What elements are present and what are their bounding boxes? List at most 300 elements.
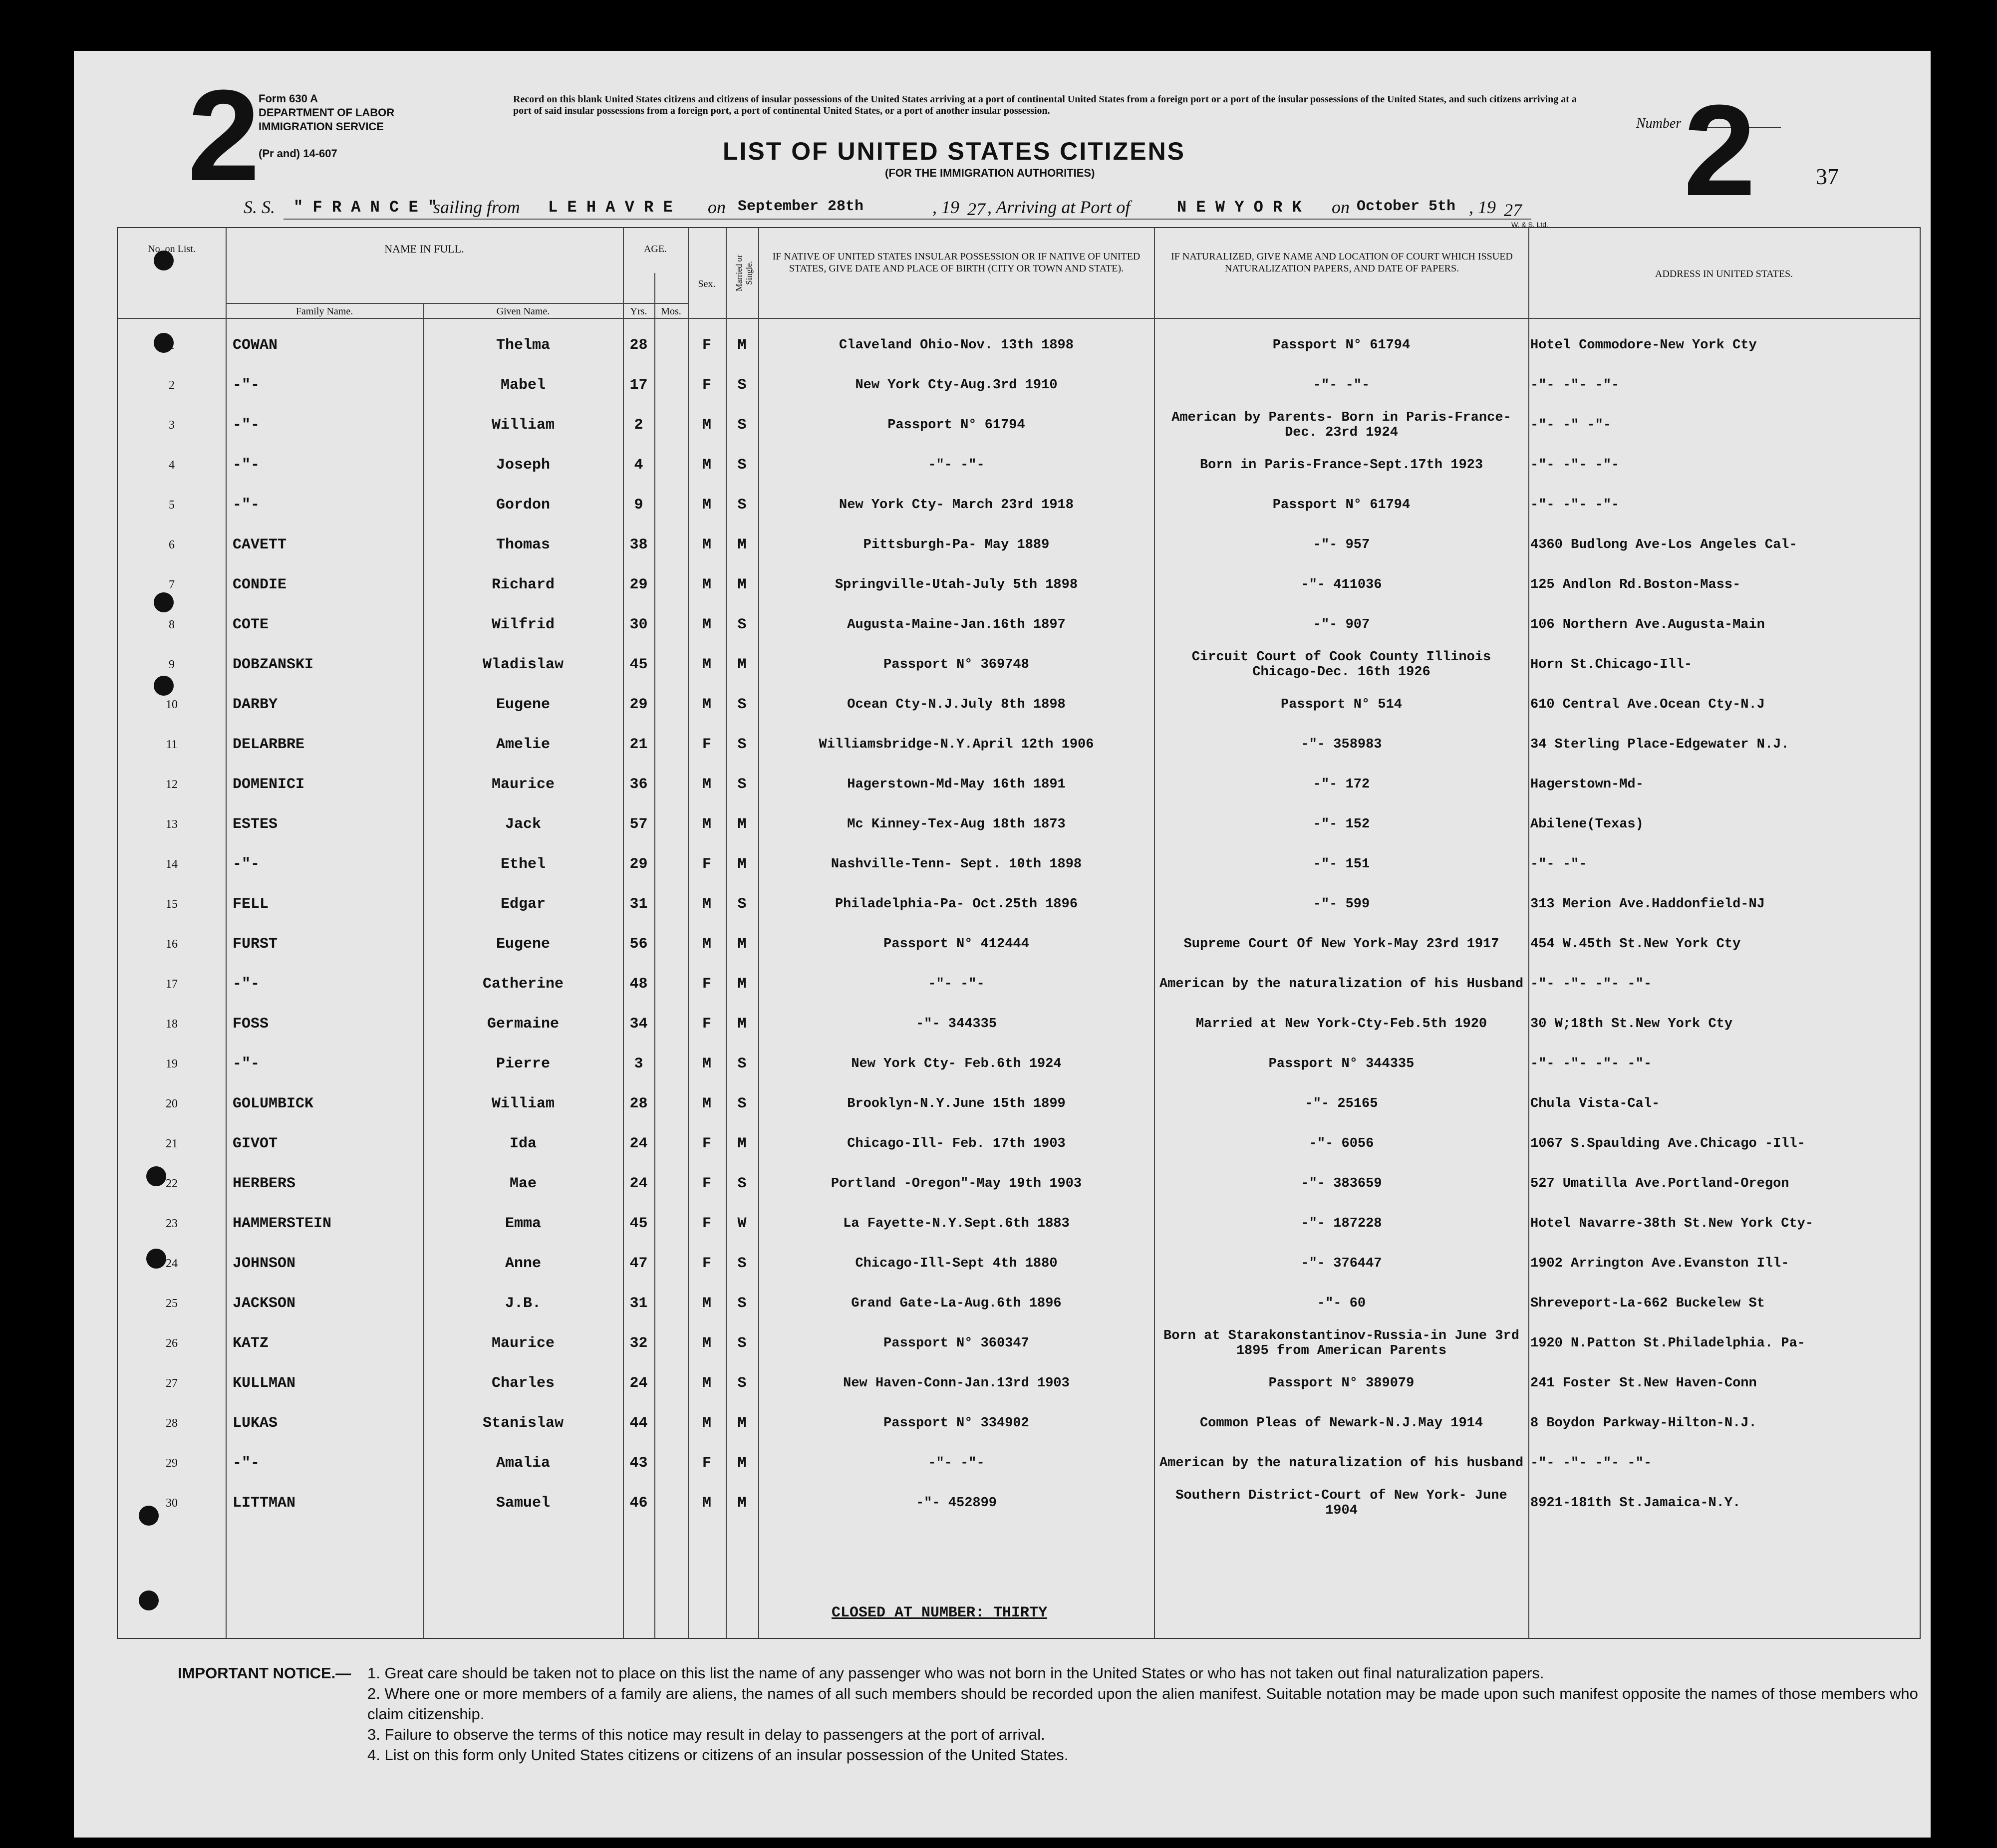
on-label-2: on bbox=[1332, 197, 1350, 217]
table-row bbox=[118, 485, 1920, 525]
cell-nat: -"- -"- bbox=[1313, 378, 1370, 393]
table-row bbox=[118, 605, 1920, 645]
cell-nat: -"- 358983 bbox=[1301, 737, 1382, 752]
cell-sex: M bbox=[702, 816, 711, 833]
cell-birth: -"- -"- bbox=[928, 458, 985, 473]
cell-addr: Hagerstown-Md- bbox=[1530, 777, 1644, 792]
notice-label: IMPORTANT NOTICE.— bbox=[178, 1664, 351, 1682]
cell-birth: New York Cty- Feb.6th 1924 bbox=[851, 1056, 1062, 1071]
cell-sex: F bbox=[702, 1175, 711, 1192]
cell-age: 34 bbox=[629, 1016, 648, 1033]
cell-addr: 1920 N.Patton St.Philadelphia. Pa- bbox=[1530, 1336, 1805, 1351]
cell-no: 6 bbox=[169, 538, 175, 551]
cell-ms: M bbox=[737, 536, 747, 553]
cell-ms: S bbox=[737, 1335, 747, 1352]
cell-no: 20 bbox=[166, 1097, 178, 1110]
table-row bbox=[118, 1403, 1920, 1443]
cell-nat: Supreme Court Of New York-May 23rd 1917 bbox=[1183, 937, 1499, 952]
cell-addr: 34 Sterling Place-Edgewater N.J. bbox=[1530, 737, 1789, 752]
year-prefix: , 19 bbox=[932, 197, 959, 217]
cell-sex: M bbox=[702, 576, 711, 593]
cell-nat: -"- 60 bbox=[1317, 1296, 1366, 1311]
table-row bbox=[118, 645, 1920, 685]
cell-nat: -"- 172 bbox=[1313, 777, 1370, 792]
cell-sex: M bbox=[702, 896, 711, 913]
cell-given: Pierre bbox=[496, 1056, 551, 1072]
cell-ms: M bbox=[737, 337, 747, 354]
cell-no: 9 bbox=[169, 658, 175, 671]
cell-family: -"- bbox=[233, 1455, 260, 1472]
cell-birth: New Haven-Conn-Jan.13rd 1903 bbox=[843, 1376, 1070, 1391]
arriving-label: , Arriving at Port of bbox=[987, 197, 1131, 217]
on-label: on bbox=[708, 197, 726, 217]
arrive-year: 27 bbox=[1504, 200, 1522, 220]
table-row bbox=[118, 1124, 1920, 1164]
cell-addr: 1067 S.Spaulding Ave.Chicago -Ill- bbox=[1530, 1136, 1805, 1151]
table-row bbox=[118, 765, 1920, 804]
cell-given: Thomas bbox=[496, 536, 551, 553]
cell-no: 7 bbox=[169, 578, 175, 591]
table-row bbox=[118, 924, 1920, 964]
cell-nat: Passport N° 61794 bbox=[1272, 498, 1411, 513]
cell-age: 29 bbox=[629, 696, 648, 713]
cell-age: 38 bbox=[629, 536, 648, 553]
cell-family: CONDIE bbox=[233, 576, 287, 593]
voyage-underline bbox=[284, 219, 1531, 220]
cell-given: Wladislaw bbox=[482, 656, 564, 673]
printer-mark: W. & S. Ltd. bbox=[1511, 221, 1548, 229]
cell-birth: Portland -Oregon"-May 19th 1903 bbox=[831, 1176, 1082, 1191]
cell-addr: Horn St.Chicago-Ill- bbox=[1530, 657, 1693, 672]
cell-no: 15 bbox=[166, 897, 178, 911]
cell-sex: F bbox=[702, 377, 711, 394]
cell-sex: F bbox=[702, 337, 711, 354]
cell-no: 27 bbox=[166, 1376, 178, 1390]
cell-family: JACKSON bbox=[233, 1295, 296, 1312]
cell-ms: M bbox=[737, 576, 747, 593]
cell-birth: New York Cty- March 23rd 1918 bbox=[839, 498, 1074, 513]
cell-family: -"- bbox=[233, 377, 260, 394]
cell-ms: S bbox=[737, 776, 747, 793]
cell-family: ESTES bbox=[233, 816, 278, 833]
cell-birth: -"- 452899 bbox=[915, 1496, 997, 1511]
cell-given: Thelma bbox=[496, 337, 551, 354]
cell-age: 43 bbox=[629, 1455, 648, 1472]
cell-addr: -"- -" -"- bbox=[1530, 418, 1612, 433]
cell-family: LITTMAN bbox=[233, 1495, 296, 1512]
cell-family: FOSS bbox=[233, 1016, 269, 1033]
page-number: 37 bbox=[1816, 164, 1839, 189]
cell-ms: S bbox=[737, 1255, 747, 1272]
col-given: Given Name. bbox=[496, 306, 550, 317]
cell-given: Stanislaw bbox=[482, 1415, 564, 1432]
cell-sex: M bbox=[702, 616, 711, 633]
table-row bbox=[118, 405, 1920, 445]
table-row bbox=[118, 685, 1920, 725]
cell-age: 56 bbox=[629, 936, 648, 953]
cell-no: 21 bbox=[166, 1137, 178, 1150]
cell-no: 28 bbox=[166, 1416, 178, 1430]
cell-addr: 30 W;18th St.New York Cty bbox=[1530, 1017, 1733, 1032]
cell-sex: F bbox=[702, 1255, 711, 1272]
table-row bbox=[118, 1204, 1920, 1244]
cell-addr: Hotel Navarre-38th St.New York Cty- bbox=[1530, 1216, 1814, 1231]
notice-item: 3. Failure to observe the terms of this notice may result in delay to passengers at the port of arrival. bbox=[367, 1726, 1045, 1743]
cell-nat: Circuit Court of Cook County Illinois Chicago-Dec. 16th 1926 bbox=[1191, 650, 1491, 680]
number-label: Number bbox=[1636, 116, 1682, 131]
cell-given: Maurice bbox=[491, 1335, 555, 1352]
cell-addr: 106 Northern Ave.Augusta-Main bbox=[1530, 617, 1765, 632]
table-row bbox=[118, 804, 1920, 844]
cell-no: 1 bbox=[169, 338, 175, 352]
cell-age: 30 bbox=[629, 616, 648, 633]
cell-age: 45 bbox=[629, 1215, 648, 1232]
cell-no: 10 bbox=[166, 698, 178, 711]
cell-birth: Williamsbridge-N.Y.April 12th 1906 bbox=[819, 737, 1094, 752]
cell-family: HAMMERSTEIN bbox=[233, 1215, 332, 1232]
cell-given: Mae bbox=[509, 1175, 537, 1192]
cell-given: Wilfrid bbox=[491, 616, 555, 633]
cell-ms: S bbox=[737, 1056, 747, 1072]
cell-nat: -"- 599 bbox=[1313, 897, 1370, 912]
cell-no: 14 bbox=[166, 857, 178, 871]
cell-no: 2 bbox=[169, 378, 175, 392]
cell-birth: Ocean Cty-N.J.July 8th 1898 bbox=[847, 697, 1066, 712]
col-address: ADDRESS IN UNITED STATES. bbox=[1655, 268, 1793, 279]
cell-sex: F bbox=[702, 1016, 711, 1033]
cell-ms: S bbox=[737, 457, 747, 474]
cell-birth: Grand Gate-La-Aug.6th 1896 bbox=[851, 1296, 1062, 1311]
cell-birth: Passport N° 412444 bbox=[883, 937, 1029, 952]
cell-nat: Passport N° 514 bbox=[1280, 697, 1403, 712]
cell-ms: M bbox=[737, 1135, 747, 1152]
record-instructions: Record on this blank United States citizens and citizens of insular possessions of the United States arriving at a port of continental United States from a foreign port or a port of the insular possessions of the United States, and such citizens arriving at a port of said insular possessions from a foreign port, a port of continental United States, or a port of another insular possession. bbox=[513, 94, 1577, 116]
cell-birth: Pittsburgh-Pa- May 1889 bbox=[863, 537, 1050, 552]
cell-sex: M bbox=[702, 417, 711, 434]
table-row bbox=[118, 365, 1920, 405]
cell-no: 19 bbox=[166, 1057, 178, 1070]
cell-age: 17 bbox=[629, 377, 648, 394]
cell-sex: F bbox=[702, 736, 711, 753]
col-birth: IF NATIVE OF UNITED STATES INSULAR POSSESSION OR IF NATIVE OF UNITED STATES, GIVE DATE AND PLACE OF BIRTH (CITY OR TOWN AND STATE). bbox=[772, 251, 1141, 274]
cell-addr: 4360 Budlong Ave-Los Angeles Cal- bbox=[1530, 537, 1797, 552]
table-row bbox=[118, 565, 1920, 605]
cell-ms: M bbox=[737, 976, 747, 993]
cell-nat: Southern District-Court of New York- June 1904 bbox=[1175, 1488, 1507, 1518]
table-row bbox=[118, 445, 1920, 485]
cell-given: Amelie bbox=[496, 736, 551, 753]
cell-addr: -"- -"- -"- -"- bbox=[1530, 977, 1652, 992]
col-sex: Sex. bbox=[698, 278, 716, 289]
cell-birth: Passport N° 334902 bbox=[883, 1416, 1029, 1431]
cell-birth: Passport N° 61794 bbox=[887, 418, 1025, 433]
cell-addr: 454 W.45th St.New York Cty bbox=[1530, 937, 1741, 952]
cell-nat: Passport N° 61794 bbox=[1272, 338, 1411, 353]
cell-addr: 1902 Arrington Ave.Evanston Ill- bbox=[1530, 1256, 1789, 1271]
cell-family: -"- bbox=[233, 856, 260, 873]
cell-age: 24 bbox=[629, 1175, 648, 1192]
cell-addr: 8921-181th St.Jamaica-N.Y. bbox=[1530, 1496, 1741, 1511]
arrive-date: October 5th bbox=[1357, 198, 1456, 215]
ship-prefix: S. S. bbox=[244, 197, 275, 217]
cell-age: 29 bbox=[629, 576, 648, 593]
cell-family: -"- bbox=[233, 457, 260, 474]
cell-age: 9 bbox=[634, 497, 643, 514]
cell-birth: -"- -"- bbox=[928, 977, 985, 992]
cell-birth: Claveland Ohio-Nov. 13th 1898 bbox=[839, 338, 1074, 353]
cell-no: 3 bbox=[169, 418, 175, 432]
cell-no: 16 bbox=[166, 937, 178, 951]
cell-ms: M bbox=[737, 936, 747, 953]
cell-ms: M bbox=[737, 1016, 747, 1033]
cell-nat: -"- 25165 bbox=[1305, 1096, 1378, 1111]
table-row bbox=[118, 525, 1920, 565]
cell-nat: American by the naturalization of his Husband bbox=[1159, 977, 1524, 992]
col-yrs: Yrs. bbox=[630, 306, 647, 317]
cell-family: GIVOT bbox=[233, 1135, 278, 1152]
cell-given: Samuel bbox=[496, 1495, 551, 1512]
cell-given: Germaine bbox=[487, 1016, 560, 1033]
cell-sex: F bbox=[702, 1215, 711, 1232]
cell-addr: -"- -"- -"- -"- bbox=[1530, 1056, 1652, 1071]
cell-family: FELL bbox=[233, 896, 269, 913]
cell-sex: F bbox=[702, 1455, 711, 1472]
table-row bbox=[118, 1084, 1920, 1124]
cell-age: 36 bbox=[629, 776, 648, 793]
cell-given: Gordon bbox=[496, 497, 551, 514]
cell-age: 44 bbox=[629, 1415, 648, 1432]
cell-addr: Abilene(Texas) bbox=[1530, 817, 1644, 832]
table-row bbox=[118, 1483, 1920, 1523]
cell-no: 12 bbox=[166, 778, 178, 791]
col-name-in-full: NAME IN FULL. bbox=[384, 243, 464, 255]
cell-age: 21 bbox=[629, 736, 648, 753]
form-info bbox=[259, 92, 394, 161]
cell-family: KULLMAN bbox=[233, 1375, 296, 1392]
table-row bbox=[118, 325, 1920, 365]
cell-nat: -"- 187228 bbox=[1301, 1216, 1382, 1231]
cell-given: Maurice bbox=[491, 776, 555, 793]
cell-family: -"- bbox=[233, 417, 260, 434]
cell-nat: Passport N° 389079 bbox=[1268, 1376, 1415, 1391]
cell-given: Charles bbox=[491, 1375, 555, 1392]
cell-ms: W bbox=[737, 1215, 747, 1232]
cell-nat: -"- 907 bbox=[1313, 617, 1370, 632]
cell-addr: 527 Umatilla Ave.Portland-Oregon bbox=[1530, 1176, 1789, 1191]
table-row bbox=[118, 1044, 1920, 1084]
cell-age: 28 bbox=[629, 1095, 648, 1112]
cell-family: DOMENICI bbox=[233, 776, 305, 793]
cell-age: 57 bbox=[629, 816, 648, 833]
table-row bbox=[118, 725, 1920, 765]
cell-sex: M bbox=[702, 936, 711, 953]
table-row bbox=[118, 1244, 1920, 1284]
cell-nat: -"- 957 bbox=[1313, 537, 1370, 552]
cell-given: William bbox=[491, 417, 555, 434]
cell-given: Emma bbox=[505, 1215, 541, 1232]
cell-nat: American by the naturalization of his husband bbox=[1159, 1456, 1524, 1471]
cell-family: HERBERS bbox=[233, 1175, 296, 1192]
form-line: (Pr and) 14-607 bbox=[259, 147, 337, 160]
cell-given: Eugene bbox=[496, 696, 551, 713]
cell-ms: S bbox=[737, 896, 747, 913]
cell-ms: S bbox=[737, 736, 747, 753]
cell-no: 17 bbox=[166, 977, 178, 991]
table-row bbox=[118, 1323, 1920, 1363]
cell-sex: M bbox=[702, 1375, 711, 1392]
cell-birth: Nashville-Tenn- Sept. 10th 1898 bbox=[831, 857, 1082, 872]
cell-birth: Springville-Utah-July 5th 1898 bbox=[835, 577, 1078, 592]
cell-addr: -"- -"- bbox=[1530, 857, 1587, 872]
cell-sex: M bbox=[702, 696, 711, 713]
table-row bbox=[118, 1164, 1920, 1204]
cell-addr: Shreveport-La-662 Buckelew St bbox=[1530, 1296, 1765, 1311]
cell-nat: Born in Paris-France-Sept.17th 1923 bbox=[1199, 458, 1483, 473]
depart-year: 27 bbox=[967, 199, 985, 219]
cell-birth: Brooklyn-N.Y.June 15th 1899 bbox=[847, 1096, 1066, 1111]
cell-addr: 610 Central Ave.Ocean Cty-N.J bbox=[1530, 697, 1765, 712]
cell-age: 47 bbox=[629, 1255, 648, 1272]
cell-no: 23 bbox=[166, 1217, 178, 1230]
cell-addr: Chula Vista-Cal- bbox=[1530, 1096, 1660, 1111]
table-row bbox=[118, 1004, 1920, 1044]
cell-ms: M bbox=[737, 656, 747, 673]
cell-family: -"- bbox=[233, 976, 260, 993]
table-row bbox=[118, 884, 1920, 924]
cell-sex: M bbox=[702, 536, 711, 553]
cell-sex: M bbox=[702, 656, 711, 673]
cell-family: DELARBRE bbox=[233, 736, 305, 753]
cell-given: Anne bbox=[505, 1255, 541, 1272]
cell-given: Eugene bbox=[496, 936, 551, 953]
cell-ms: M bbox=[737, 1455, 747, 1472]
cell-ms: S bbox=[737, 417, 747, 434]
cell-ms: M bbox=[737, 1495, 747, 1512]
cell-given: Jack bbox=[505, 816, 541, 833]
col-family: Family Name. bbox=[295, 306, 353, 317]
depart-date: September 28th bbox=[738, 198, 864, 215]
cell-nat: -"- 383659 bbox=[1301, 1176, 1382, 1191]
cell-given: William bbox=[491, 1095, 555, 1112]
sheet-number-right: 2 bbox=[1684, 78, 1756, 223]
cell-age: 31 bbox=[629, 896, 648, 913]
notice-item: 1. Great care should be taken not to place on this list the name of any passenger who was not born in the United States or who has not taken out final naturalization papers. bbox=[367, 1664, 1544, 1682]
cell-sex: M bbox=[702, 1295, 711, 1312]
cell-age: 31 bbox=[629, 1295, 648, 1312]
cell-nat: -"- 411036 bbox=[1301, 577, 1382, 592]
cell-no: 30 bbox=[166, 1496, 178, 1510]
table-row bbox=[118, 844, 1920, 884]
cell-birth: Hagerstown-Md-May 16th 1891 bbox=[847, 777, 1066, 792]
cell-given: Edgar bbox=[500, 896, 546, 913]
cell-no: 11 bbox=[166, 738, 178, 751]
port-from: L E H A V R E bbox=[548, 198, 673, 217]
cell-sex: F bbox=[702, 856, 711, 873]
cell-no: 22 bbox=[166, 1177, 178, 1190]
cell-nat: Passport N° 344335 bbox=[1268, 1056, 1415, 1071]
cell-birth: Passport N° 360347 bbox=[883, 1336, 1029, 1351]
cell-family: JOHNSON bbox=[233, 1255, 296, 1272]
cell-ms: S bbox=[737, 377, 747, 394]
cell-sex: M bbox=[702, 776, 711, 793]
cell-family: -"- bbox=[233, 497, 260, 514]
cell-no: 18 bbox=[166, 1017, 178, 1031]
cell-family: COTE bbox=[233, 616, 269, 633]
cell-given: Richard bbox=[491, 576, 555, 593]
cell-nat: American by Parents- Born in Paris-France- Dec. 23rd 1924 bbox=[1171, 410, 1511, 440]
cell-birth: Mc Kinney-Tex-Aug 18th 1873 bbox=[847, 817, 1066, 832]
cell-given: Ethel bbox=[500, 856, 546, 873]
cell-no: 5 bbox=[169, 498, 175, 512]
manifest-page bbox=[74, 51, 1931, 1838]
cell-nat: -"- 6056 bbox=[1309, 1136, 1374, 1151]
cell-age: 29 bbox=[629, 856, 648, 873]
cell-age: 46 bbox=[629, 1495, 648, 1512]
col-mos: Mos. bbox=[661, 306, 681, 317]
cell-age: 24 bbox=[629, 1135, 648, 1152]
table-row bbox=[118, 964, 1920, 1004]
cell-birth: Chicago-Ill- Feb. 17th 1903 bbox=[847, 1136, 1066, 1151]
cell-no: 8 bbox=[169, 618, 175, 631]
cell-birth: Chicago-Ill-Sept 4th 1880 bbox=[855, 1256, 1058, 1271]
cell-no: 4 bbox=[169, 458, 175, 472]
cell-addr: Hotel Commodore-New York Cty bbox=[1530, 338, 1757, 353]
cell-sex: M bbox=[702, 1495, 711, 1512]
cell-ms: S bbox=[737, 1295, 747, 1312]
cell-ms: M bbox=[737, 1415, 747, 1432]
cell-birth: La Fayette-N.Y.Sept.6th 1883 bbox=[843, 1216, 1070, 1231]
cell-nat: Common Pleas of Newark-N.J.May 1914 bbox=[1199, 1416, 1483, 1431]
table-row bbox=[118, 1443, 1920, 1483]
cell-age: 24 bbox=[629, 1375, 648, 1392]
form-line: IMMIGRATION SERVICE bbox=[259, 120, 384, 133]
cell-ms: M bbox=[737, 856, 747, 873]
cell-ms: S bbox=[737, 696, 747, 713]
cell-ms: S bbox=[737, 497, 747, 514]
col-naturalized: IF NATURALIZED, GIVE NAME AND LOCATION OF COURT WHICH ISSUED NATURALIZATION PAPERS, AND DATE OF PAPERS. bbox=[1171, 251, 1513, 274]
cell-age: 2 bbox=[634, 417, 643, 434]
col-no: No. on List. bbox=[148, 244, 196, 255]
cell-nat: -"- 376447 bbox=[1301, 1256, 1382, 1271]
cell-addr: 241 Foster St.New Haven-Conn bbox=[1530, 1376, 1757, 1391]
cell-age: 45 bbox=[629, 656, 648, 673]
cell-age: 3 bbox=[634, 1056, 643, 1072]
cell-birth: -"- -"- bbox=[928, 1456, 985, 1471]
form-line: Form 630 A bbox=[259, 92, 318, 105]
notice-item: 2. Where one or more members of a family are aliens, the names of all such members should be recorded upon the alien manifest. Suitable notation may be made upon such manifest opposite the names of those members who claim citizenship. bbox=[367, 1685, 1918, 1723]
sheet-number-left: 2 bbox=[188, 63, 260, 208]
cell-given: Joseph bbox=[496, 457, 551, 474]
cell-birth: Passport N° 369748 bbox=[883, 657, 1029, 672]
col-married-single: Married or Single. bbox=[734, 255, 754, 291]
cell-birth: -"- 344335 bbox=[915, 1017, 997, 1032]
col-age: AGE. bbox=[643, 244, 667, 255]
table-row bbox=[118, 1363, 1920, 1403]
cell-addr: -"- -"- -"- bbox=[1530, 458, 1620, 473]
cell-addr: 8 Boydon Parkway-Hilton-N.J. bbox=[1530, 1416, 1757, 1431]
cell-no: 29 bbox=[166, 1456, 178, 1470]
cell-given: Mabel bbox=[500, 377, 546, 394]
cell-birth: New York Cty-Aug.3rd 1910 bbox=[855, 378, 1058, 393]
cell-no: 13 bbox=[166, 817, 178, 831]
cell-given: Amalia bbox=[496, 1455, 551, 1472]
cell-family: LUKAS bbox=[233, 1415, 278, 1432]
cell-sex: M bbox=[702, 1415, 711, 1432]
year-prefix-2: , 19 bbox=[1469, 197, 1496, 217]
cell-age: 28 bbox=[629, 337, 648, 354]
cell-no: 25 bbox=[166, 1297, 178, 1310]
cell-given: J.B. bbox=[505, 1295, 541, 1312]
